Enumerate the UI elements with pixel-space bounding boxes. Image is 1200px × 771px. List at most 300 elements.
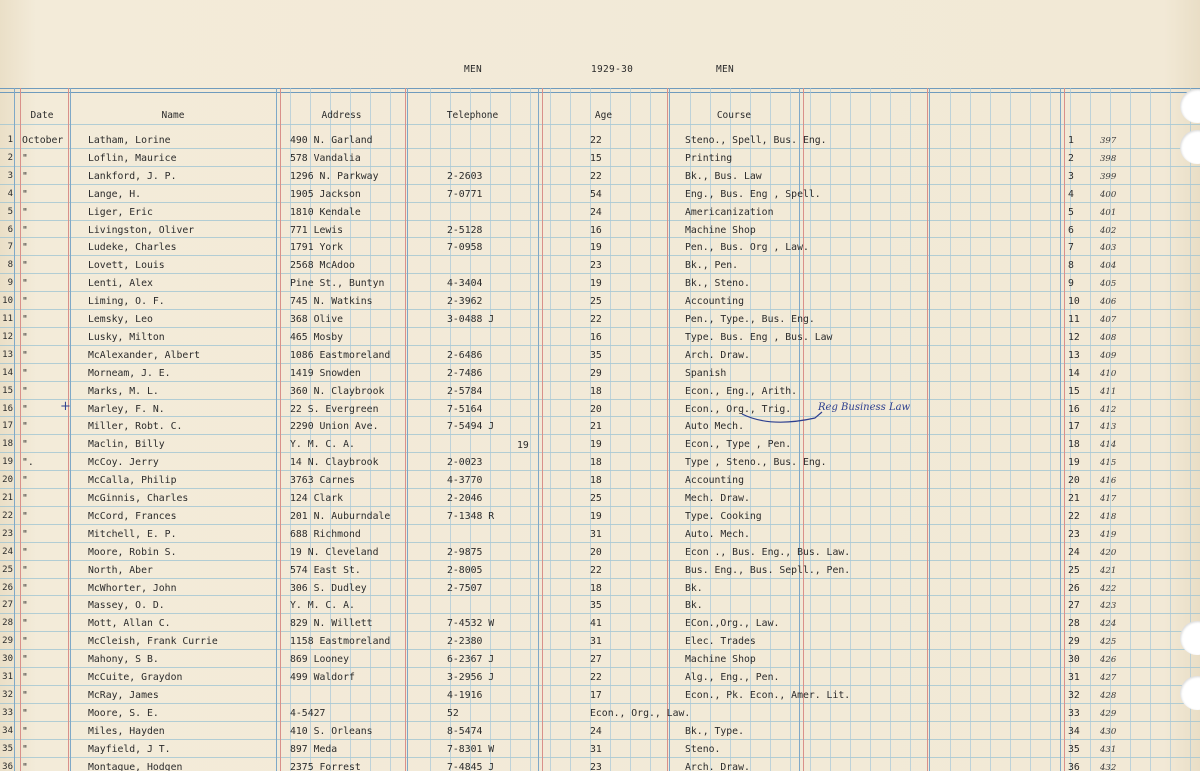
line-number-cell: 12	[1068, 332, 1080, 343]
course-cell: Econ., Eng., Arith.	[685, 386, 798, 397]
grid-rule	[1010, 88, 1011, 771]
header-left: MEN	[464, 64, 483, 75]
handwritten-number: 397	[1100, 136, 1117, 146]
grid-rule	[1170, 88, 1171, 771]
column-rule	[276, 88, 277, 771]
column-rule-red	[927, 88, 928, 771]
age-cell: 16	[590, 332, 602, 343]
rule-line	[0, 578, 1200, 579]
handwritten-number: 409	[1100, 351, 1117, 361]
rule-line	[0, 524, 1200, 525]
line-number-cell: 28	[1068, 618, 1080, 629]
grid-rule	[830, 88, 831, 771]
line-number-cell: 24	[1068, 547, 1080, 558]
name-cell: McCleish, Frank Currie	[88, 636, 218, 647]
address-cell: 201 N. Auburndale	[290, 511, 391, 522]
rule-line	[0, 291, 1200, 292]
header-center: 1929-30	[591, 64, 634, 75]
telephone-cell: 3-0488 J	[447, 314, 495, 325]
address-cell: 2375 Forrest	[290, 762, 361, 771]
grid-rule	[430, 88, 431, 771]
rule-line	[0, 148, 1200, 149]
line-number-cell: 7	[1068, 242, 1074, 253]
address-cell: Y. M. C. A.	[290, 600, 355, 611]
course-cell: Econ ., Bus. Eng., Bus. Law.	[685, 547, 851, 558]
rule-line	[0, 88, 1200, 89]
course-cell: Bk., Steno.	[685, 278, 750, 289]
telephone-cell: 2-6486	[447, 350, 483, 361]
line-number-cell: 6	[1068, 225, 1074, 236]
age-cell: 31	[590, 636, 602, 647]
date-cell: "	[22, 762, 28, 771]
handwritten-number: 410	[1100, 369, 1117, 379]
course-cell: Bk.	[685, 600, 703, 611]
telephone-cell: 7-5164	[447, 404, 483, 415]
handwritten-number: 407	[1100, 315, 1117, 325]
row-number: 24	[2, 547, 13, 557]
row-number: 13	[2, 350, 13, 360]
handwritten-number: 428	[1100, 691, 1117, 701]
line-number-cell: 14	[1068, 368, 1080, 379]
course-cell: ECon.,Org., Law.	[685, 618, 780, 629]
course-cell: Econ., Type , Pen.	[685, 439, 792, 450]
row-number: 11	[2, 314, 13, 324]
line-number-cell: 31	[1068, 672, 1080, 683]
handwritten-number: 421	[1100, 566, 1117, 576]
course-cell: Americanization	[685, 207, 774, 218]
date-cell: "	[22, 260, 28, 271]
handwritten-number: 416	[1100, 476, 1117, 486]
age-cell: 22	[590, 314, 602, 325]
line-number-cell: 25	[1068, 565, 1080, 576]
telephone-cell: 2-9875	[447, 547, 483, 558]
date-cell: "	[22, 672, 28, 683]
handwritten-number: 408	[1100, 333, 1117, 343]
telephone-cell: 2-7507	[447, 583, 483, 594]
date-cell: "	[22, 242, 28, 253]
handwritten-number: 411	[1100, 387, 1117, 397]
line-number-cell: 36	[1068, 762, 1080, 771]
rule-line	[0, 488, 1200, 489]
name-cell: Massey, O. D.	[88, 600, 165, 611]
course-cell: Steno., Spell, Bus. Eng.	[685, 135, 827, 146]
rule-line	[0, 757, 1200, 758]
rule-line	[0, 273, 1200, 274]
rule-line	[0, 506, 1200, 507]
rule-line	[0, 92, 1200, 93]
address-cell: 4-5427	[290, 708, 326, 719]
address-cell: 574 East St.	[290, 565, 361, 576]
telephone-cell: 2-3962	[447, 296, 483, 307]
name-cell: Liming, O. F.	[88, 296, 165, 307]
name-cell: Mayfield, J T.	[88, 744, 171, 755]
name-cell: McGinnis, Charles	[88, 493, 189, 504]
row-number: 5	[7, 207, 13, 217]
age-cell: 41	[590, 618, 602, 629]
name-cell: Liger, Eric	[88, 207, 153, 218]
row-number: 7	[7, 242, 13, 252]
telephone-cell: 2-7486	[447, 368, 483, 379]
date-cell: "	[22, 708, 28, 719]
age-cell: 19	[590, 439, 602, 450]
name-cell: McCoy. Jerry	[88, 457, 159, 468]
grid-rule	[870, 88, 871, 771]
course-cell: Spanish	[685, 368, 727, 379]
grid-rule	[850, 88, 851, 771]
course-cell: Accounting	[685, 475, 744, 486]
address-cell: 360 N. Claybrook	[290, 386, 385, 397]
line-number-cell: 17	[1068, 421, 1080, 432]
row-number: 17	[2, 421, 13, 431]
date-cell: "	[22, 189, 28, 200]
column-rule	[538, 88, 539, 771]
name-cell: McRay, James	[88, 690, 159, 701]
plus-mark: +	[60, 399, 71, 414]
handwritten-number: 431	[1100, 745, 1117, 755]
rule-line	[0, 363, 1200, 364]
course-cell: Printing	[685, 153, 733, 164]
age-cell: 19	[590, 278, 602, 289]
row-number: 27	[2, 600, 13, 610]
column-rule-red	[405, 88, 406, 771]
telephone-cell: 2-2603	[447, 171, 483, 182]
age-cell: 17	[590, 690, 602, 701]
grid-rule	[1090, 88, 1091, 771]
date-cell: "	[22, 350, 28, 361]
row-number: 8	[7, 260, 13, 270]
telephone-cell: 7-0958	[447, 242, 483, 253]
rule-line	[0, 452, 1200, 453]
name-cell: Marley, F. N.	[88, 404, 165, 415]
row-number: 31	[2, 672, 13, 682]
grid-rule	[1050, 88, 1051, 771]
date-cell: "	[22, 475, 28, 486]
address-cell: 745 N. Watkins	[290, 296, 373, 307]
course-cell: Bus. Eng., Bus. Sepll., Pen.	[685, 565, 851, 576]
address-cell: 410 S. Orleans	[290, 726, 373, 737]
handwritten-number: 399	[1100, 172, 1117, 182]
address-cell: 578 Vandalia	[290, 153, 361, 164]
line-number-cell: 8	[1068, 260, 1074, 271]
row-number: 4	[7, 189, 13, 199]
course-cell: Alg., Eng., Pen.	[685, 672, 780, 683]
address-cell: 14 N. Claybrook	[290, 457, 379, 468]
name-cell: McCord, Frances	[88, 511, 177, 522]
course-cell: Eng., Bus. Eng , Spell.	[685, 189, 821, 200]
grid-rule	[910, 88, 911, 771]
date-cell: "	[22, 314, 28, 325]
row-number: 1	[7, 135, 13, 145]
handwritten-number: 424	[1100, 619, 1117, 629]
telephone-cell: 2-2380	[447, 636, 483, 647]
row-number: 20	[2, 475, 13, 485]
row-number: 14	[2, 368, 13, 378]
telephone-cell: 2-5784	[447, 386, 483, 397]
address-cell: 22 S. Evergreen	[290, 404, 379, 415]
line-number-cell: 2	[1068, 153, 1074, 164]
date-cell: "	[22, 225, 28, 236]
handwritten-number: 426	[1100, 655, 1117, 665]
rule-line	[0, 202, 1200, 203]
rule-line	[0, 166, 1200, 167]
course-cell: Bk.	[685, 583, 703, 594]
address-cell: Pine St., Buntyn	[290, 278, 385, 289]
row-number: 18	[2, 439, 13, 449]
age-cell: 15	[590, 153, 602, 164]
row-number: 12	[2, 332, 13, 342]
course-cell: Machine Shop	[685, 225, 756, 236]
header-right: MEN	[716, 64, 735, 75]
line-number-cell: 21	[1068, 493, 1080, 504]
grid-rule	[510, 88, 511, 771]
course-cell: Steno.	[685, 744, 721, 755]
date-cell: "	[22, 296, 28, 307]
row-number: 9	[7, 278, 13, 288]
date-cell: "	[22, 404, 28, 415]
column-rule	[669, 88, 670, 771]
age-cell: 23	[590, 260, 602, 271]
address-cell: 2568 McAdoo	[290, 260, 355, 271]
date-cell: "	[22, 207, 28, 218]
name-cell: McAlexander, Albert	[88, 350, 201, 361]
name-cell: Lusky, Milton	[88, 332, 165, 343]
line-number-cell: 26	[1068, 583, 1080, 594]
line-number-cell: 27	[1068, 600, 1080, 611]
rule-line	[0, 703, 1200, 704]
age-cell: 22	[590, 672, 602, 683]
course-cell: Mech. Draw.	[685, 493, 750, 504]
name-cell: Loflin, Maurice	[88, 153, 177, 164]
address-cell: 897 Meda	[290, 744, 338, 755]
course-cell: Accounting	[685, 296, 744, 307]
telephone-cell: 7-4532 W	[447, 618, 495, 629]
course-cell: Bk., Bus. Law	[685, 171, 762, 182]
age-cell: 24	[590, 726, 602, 737]
col-header-telephone: Telephone	[446, 110, 499, 121]
grid-rule	[950, 88, 951, 771]
age-cell: 29	[590, 368, 602, 379]
age-cell: 27	[590, 654, 602, 665]
line-number-cell: 15	[1068, 386, 1080, 397]
column-rule	[407, 88, 408, 771]
name-cell: Mitchell, E. P.	[88, 529, 177, 540]
line-number-cell: 29	[1068, 636, 1080, 647]
age-cell: 20	[590, 547, 602, 558]
handwritten-number: 415	[1100, 458, 1117, 468]
date-cell: "	[22, 529, 28, 540]
row-number: 25	[2, 565, 13, 575]
course-cell: Arch. Draw.	[685, 350, 750, 361]
handwritten-note: Reg Business Law	[818, 402, 911, 413]
age-cell: 25	[590, 296, 602, 307]
rule-line	[0, 649, 1200, 650]
name-cell: Lenti, Alex	[88, 278, 153, 289]
age-cell: 18	[590, 583, 602, 594]
rule-line	[0, 381, 1200, 382]
column-rule-red	[667, 88, 668, 771]
address-cell: 368 Olive	[290, 314, 344, 325]
name-cell: Ludeke, Charles	[88, 242, 177, 253]
address-cell: 499 Waldorf	[290, 672, 355, 683]
telephone-cell: 2-2046	[447, 493, 483, 504]
grid-rule	[390, 88, 391, 771]
address-cell: 829 N. Willett	[290, 618, 373, 629]
age-cell: 19	[590, 511, 602, 522]
age-cell: 31	[590, 529, 602, 540]
name-cell: Montague, Hodgen	[88, 762, 183, 771]
rule-line	[0, 739, 1200, 740]
stray-number: 19	[517, 440, 529, 451]
line-number-cell: 4	[1068, 189, 1074, 200]
date-cell: "	[22, 654, 28, 665]
handwritten-number: 423	[1100, 601, 1117, 611]
column-rule	[1060, 88, 1061, 771]
column-rule-red	[280, 88, 281, 771]
handwritten-number: 403	[1100, 243, 1117, 253]
rule-line	[0, 220, 1200, 221]
date-cell: "	[22, 744, 28, 755]
name-cell: Latham, Lorine	[88, 135, 171, 146]
line-number-cell: 18	[1068, 439, 1080, 450]
rule-line	[0, 184, 1200, 185]
date-cell: "	[22, 583, 28, 594]
age-cell: 20	[590, 404, 602, 415]
name-cell: Lankford, J. P.	[88, 171, 177, 182]
rule-line	[0, 685, 1200, 686]
name-cell: McCuite, Graydon	[88, 672, 183, 683]
address-cell: 124 Clark	[290, 493, 344, 504]
grid-rule	[1150, 88, 1151, 771]
rule-line	[0, 124, 1200, 125]
col-header-course: Course	[716, 110, 752, 121]
line-number-cell: 30	[1068, 654, 1080, 665]
handwritten-number: 427	[1100, 673, 1117, 683]
row-number: 30	[2, 654, 13, 664]
course-cell: Type. Bus. Eng , Bus. Law	[685, 332, 833, 343]
row-number: 29	[2, 636, 13, 646]
date-cell: "	[22, 439, 28, 450]
telephone-cell: 4-3404	[447, 278, 483, 289]
course-cell: Pen., Type., Bus. Eng.	[685, 314, 815, 325]
address-cell: 1810 Kendale	[290, 207, 361, 218]
rule-line	[0, 560, 1200, 561]
handwritten-number: 405	[1100, 279, 1117, 289]
rule-line	[0, 399, 1200, 400]
line-number-cell: 5	[1068, 207, 1074, 218]
date-cell: "	[22, 368, 28, 379]
date-cell: "	[22, 493, 28, 504]
date-cell: "	[22, 332, 28, 343]
col-header-address: Address	[321, 110, 362, 121]
rule-line	[0, 631, 1200, 632]
address-cell: Y. M. C. A.	[290, 439, 355, 450]
name-cell: McCalla, Philip	[88, 475, 177, 486]
address-cell: 306 S. Dudley	[290, 583, 367, 594]
address-cell: 688 Richmond	[290, 529, 361, 540]
line-number-cell: 34	[1068, 726, 1080, 737]
age-cell: 19	[590, 242, 602, 253]
line-number-cell: 33	[1068, 708, 1080, 719]
rule-line	[0, 416, 1200, 417]
handwritten-number: 418	[1100, 512, 1117, 522]
name-cell: North, Aber	[88, 565, 153, 576]
rule-line	[0, 345, 1200, 346]
telephone-cell: 7-1348 R	[447, 511, 495, 522]
date-cell: "	[22, 386, 28, 397]
column-rule-red	[68, 88, 69, 771]
name-cell: McWhorter, John	[88, 583, 177, 594]
telephone-cell: 2-0023	[447, 457, 483, 468]
row-number: 19	[2, 457, 13, 467]
address-cell: 1158 Eastmoreland	[290, 636, 391, 647]
col-header-name: Name	[161, 110, 185, 121]
course-cell: Elec. Trades	[685, 636, 756, 647]
telephone-cell: 7-0771	[447, 189, 483, 200]
address-cell: 1086 Eastmoreland	[290, 350, 391, 361]
address-cell: 19 N. Cleveland	[290, 547, 379, 558]
handwritten-number: 404	[1100, 261, 1117, 271]
rule-line	[0, 721, 1200, 722]
age-cell: 24	[590, 207, 602, 218]
row-number: 32	[2, 690, 13, 700]
handwritten-number: 429	[1100, 709, 1117, 719]
row-number: 26	[2, 583, 13, 593]
rule-line	[0, 470, 1200, 471]
course-cell: Machine Shop	[685, 654, 756, 665]
name-cell: Marks, M. L.	[88, 386, 159, 397]
handwritten-number: 420	[1100, 548, 1117, 558]
handwritten-number: 413	[1100, 422, 1117, 432]
telephone-cell: 4-3770	[447, 475, 483, 486]
handwritten-number: 412	[1100, 405, 1117, 415]
age-cell: 18	[590, 386, 602, 397]
course-cell: Econ., Org., Trig.	[685, 404, 792, 415]
age-cell: 18	[590, 475, 602, 486]
grid-rule	[610, 88, 611, 771]
date-cell: "	[22, 600, 28, 611]
course-cell: Econ., Pk. Econ., Amer. Lit.	[685, 690, 851, 701]
age-cell: 22	[590, 135, 602, 146]
address-cell: 1419 Snowden	[290, 368, 361, 379]
col-header-date: Date	[30, 110, 54, 121]
name-cell: Livingston, Oliver	[88, 225, 195, 236]
column-rule	[929, 88, 930, 771]
age-cell: 22	[590, 171, 602, 182]
address-cell: 3763 Carnes	[290, 475, 355, 486]
handwritten-number: 398	[1100, 154, 1117, 164]
grid-rule	[1190, 88, 1191, 771]
line-number-cell: 3	[1068, 171, 1074, 182]
grid-rule	[890, 88, 891, 771]
rule-line	[0, 434, 1200, 435]
row-number: 16	[2, 404, 13, 414]
date-cell: "	[22, 153, 28, 164]
date-cell: "	[22, 421, 28, 432]
handwritten-number: 432	[1100, 763, 1117, 771]
rule-line	[0, 327, 1200, 328]
date-cell: October	[22, 135, 64, 146]
grid-rule	[990, 88, 991, 771]
name-cell: Moore, S. E.	[88, 708, 159, 719]
age-cell: 54	[590, 189, 602, 200]
course-cell: Bk., Type.	[685, 726, 744, 737]
age-cell: 22	[590, 565, 602, 576]
name-cell: Maclin, Billy	[88, 439, 165, 450]
handwritten-number: 402	[1100, 226, 1117, 236]
grid-rule	[550, 88, 551, 771]
address-cell: 1296 N. Parkway	[290, 171, 379, 182]
age-cell: 35	[590, 350, 602, 361]
